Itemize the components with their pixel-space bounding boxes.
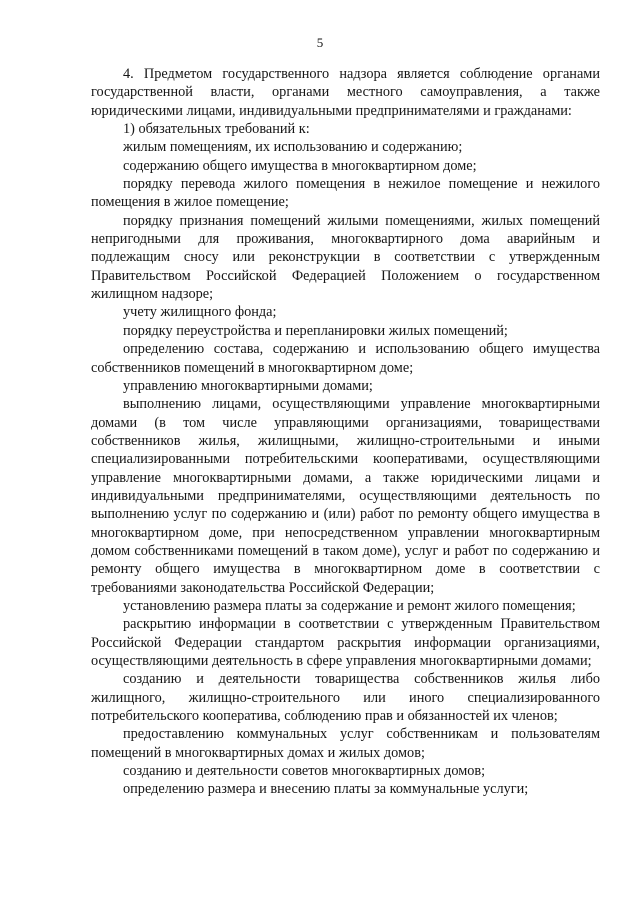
paragraph-9: определению состава, содержанию и использованию общего имущества собственников помещений в многоквартирном доме; <box>91 341 600 376</box>
paragraph-8: порядку переустройства и перепланировки жилых помещений; <box>123 322 508 339</box>
paragraph-14: созданию и деятельности товарищества собственников жилья либо жилищного, жилищно-строительного или иного специализированного потребительского кооператива, соблюдению прав и обязанностей их членов; <box>91 671 600 725</box>
paragraph-17: определению размера и внесению платы за коммунальные услуги; <box>123 781 529 798</box>
paragraph-5: порядку перевода жилого помещения в нежилое помещение и нежилого помещения в жилое помещение; <box>91 176 600 211</box>
paragraph-16: созданию и деятельности советов многоквартирных домов; <box>123 763 486 780</box>
paragraph-1: 4. Предметом государственного надзора является соблюдение органами государственной власти, органами местного самоуправления, а также юридическими лицами, индивидуальными предпринимателями и гражданами: <box>91 66 600 119</box>
page-number: 5 <box>316 35 324 50</box>
paragraph-3: жилым помещениям, их использованию и содержанию; <box>123 139 463 156</box>
paragraph-6: порядку признания помещений жилыми помещениями, жилых помещений непригодными для проживания, многоквартирного дома аварийным и подлежащим сносу или реконструкции в соответствии с утвержденным Правительством Российской Федерацией Положением о государственном жилищном надзоре; <box>91 212 600 303</box>
paragraph-4: содержанию общего имущества в многоквартирном доме; <box>123 157 477 174</box>
paragraph-13: раскрытию информации в соответствии с утвержденным Правительством Российской Федерации стандартом раскрытия информации организациями, осуществляющими деятельность в сфере управления многоквартирными домами; <box>91 616 600 669</box>
paragraph-7: учету жилищного фонда; <box>123 304 277 321</box>
paragraph-11: выполнению лицами, осуществляющими управление многоквартирными домами (в том числе управляющими организациями, товариществами собственников жилья, жилищными, жилищно-строительными и иными специализированными потребительскими кооперативами, осуществляющими управление многоквартирными домами, а также юридическими лицами и индивидуальными предпринимателями, осуществляющими деятельность по выполнению услуг по содержанию и (или) работ по ремонту общего имущества в многоквартирном доме, при непосредственном управлении многоквартирным домом собственниками помещений в таком доме), услуг и работ по содержанию и ремонту общего имущества в многоквартирном доме в соответствии с требованиями законодательства Российской Федерации; <box>91 396 600 596</box>
paragraph-10: управлению многоквартирными домами; <box>123 377 373 394</box>
paragraph-2: 1) обязательных требований к: <box>123 121 310 138</box>
paragraph-12: установлению размера платы за содержание и ремонт жилого помещения; <box>123 597 576 614</box>
paragraph-15: предоставлению коммунальных услуг собственникам и пользователям помещений в многоквартирных домах и жилых домов; <box>91 726 600 761</box>
document-body <box>91 65 600 799</box>
